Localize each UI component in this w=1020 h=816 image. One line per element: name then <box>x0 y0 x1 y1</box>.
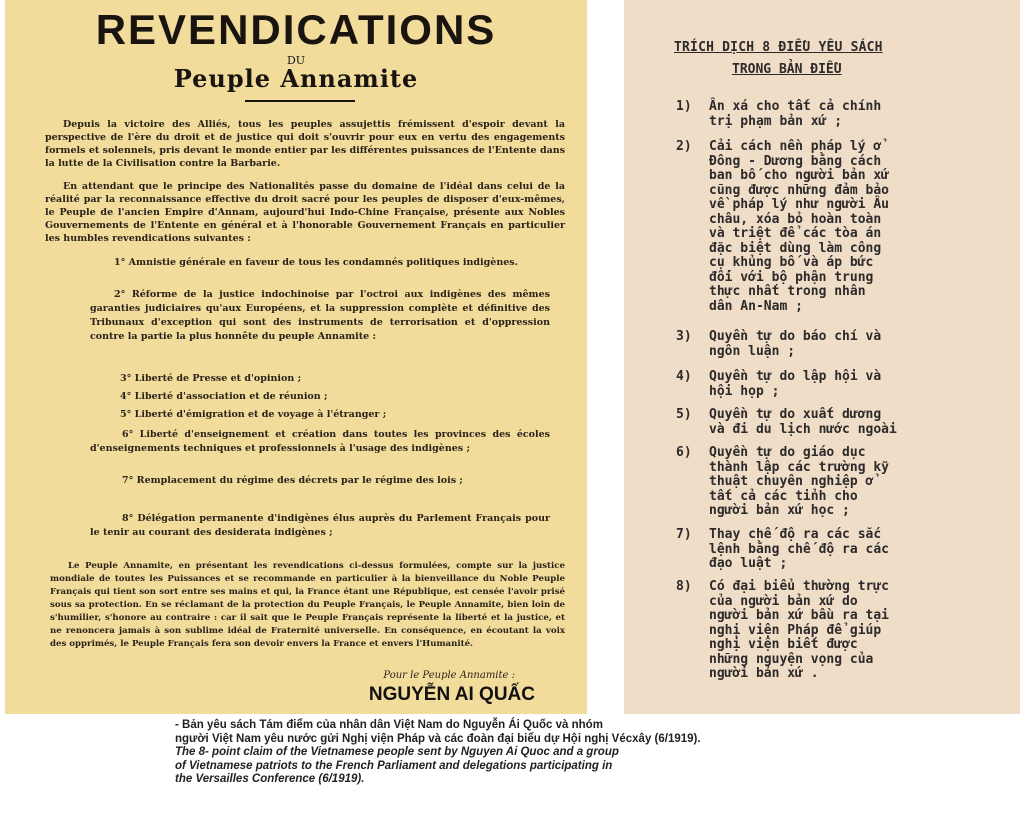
french-item-4: 4° Liberté d'association et de réunion ; <box>120 391 328 402</box>
item-text: Quyền tự do giáo dục thành lập các trường kỹ thuật chuyên nghiệp ở tất cả các tỉnh cho người bản xứ học ; <box>709 445 890 518</box>
french-document <box>5 0 587 714</box>
document-title: REVENDICATIONS <box>95 6 497 53</box>
french-item-7: 7° Remplacement du régime des décrets par le régime des lois ; <box>122 475 463 486</box>
item-text: Ân xá cho tất cả chính trị phạm bản xứ ; <box>709 99 882 129</box>
item-text: Quyền tự do báo chí và ngôn luận ; <box>709 329 882 359</box>
french-item-6: 6° Liberté d'enseignement et création dans toutes les provinces des écoles d'enseignements techniques et professionnels à l'usage des indigènes ; <box>90 429 550 454</box>
document-title-du: DU <box>286 54 306 67</box>
translation-heading: TRÍCH DỊCH 8 ĐIỀU YÊU SÁCH <box>674 40 883 55</box>
item-number: 5) <box>676 407 692 422</box>
item-number: 7) <box>676 527 692 542</box>
french-item-2: 2° Réforme de la justice indochinoise par l'octroi aux indigènes des mêmes garanties judiciaires qu'aux Européens, et la suppression complète et définitive des Tribunaux d'exception qui sont des instruments de terrorisation et d'oppression contre la partie la plus honnête du peuple Annamite : <box>90 289 550 342</box>
image-caption <box>175 719 975 787</box>
document-subtitle: Peuple Annamite <box>173 64 419 93</box>
item-number: 2) <box>676 139 692 154</box>
caption-vietnamese: - Bản yêu sách Tám điểm của nhân dân Việt Nam do Nguyễn Ái Quốc và nhóm người Việt Nam yêu nước gửi Nghị viện Pháp và các đoàn đại biểu dự Hội nghị Vécxây (6/1919). <box>175 719 701 745</box>
item-number: 6) <box>676 445 692 460</box>
item-number: 4) <box>676 369 692 384</box>
french-closing-paragraph: Le Peuple Annamite, en présentant les revendications ci-dessus formulées, compte sur la justice mondiale de toutes les Puissances et se recommande en particulier à la bienveillance du Noble Peuple Français qui tient son sort entre ses mains et qui, la France étant une République, est censée l'avoir prisé sous sa protection. En se réclamant de la protection du Peuple Français, le Peuple Annamite, bien loin de s'humilier, s'honore au contraire : car il sait que le Peuple Français représente la liberté et la justice, et ne renoncera jamais à son sublime idéal de Fraternité universelle. En conséquence, en écoutant la voix des opprimés, le Peuple Français fera son devoir envers la France et envers l'Humanité. <box>50 561 565 649</box>
translation-subheading: TRONG BẢN ĐIỀU <box>732 62 842 77</box>
signature-name: NGUYỄN AI QUẤC <box>368 684 535 705</box>
french-item-3: 3° Liberté de Presse et d'opinion ; <box>120 373 302 384</box>
item-text: Thay chế độ ra các sắc lệnh bằng chế độ ra các đạo luật ; <box>709 527 890 571</box>
vietnamese-translation <box>624 0 1020 714</box>
french-item-8: 8° Délégation permanente d'indigènes élus auprès du Parlement Français pour le tenir au courant des desiderata indigènes ; <box>90 513 550 538</box>
french-item-1: 1° Amnistie générale en faveur de tous les condamnés politiques indigènes. <box>114 257 518 268</box>
signature-preface: Pour le Peuple Annamite : <box>383 670 515 681</box>
item-text: Quyền tự do lập hội và hội họp ; <box>709 369 882 399</box>
title-divider <box>245 100 355 102</box>
item-number: 1) <box>676 99 692 114</box>
french-item-5: 5° Liberté d'émigration et de voyage à l'étranger ; <box>120 409 387 420</box>
item-text: Cải cách nền pháp lý ở Đông - Dương bằng cách ban bố cho người bản xứ cũng được những đảm bảo về pháp lý như người Âu châu, xóa bỏ hoàn toàn và triệt để các tòa án đặc biệt dùng làm công cụ khủng bố và áp bức đối với bộ phận trung thực nhất trong nhân dân An-Nam ; <box>709 139 890 314</box>
item-text: Quyền tự do xuất dương và đi du lịch nước ngoài <box>709 407 897 437</box>
french-paragraph-2: En attendant que le principe des Nationalités passe du domaine de l'idéal dans celui de la réalité par la reconnaissance effective du droit sacré pour les peuples de disposer d'eux-mêmes, le Peuple de l'ancien Empire d'Annam, aujourd'hui Indo-Chine Française, présente aux Nobles Gouvernements de l'Entente en général et à l'honorable Gouvernement Français en particulier les humbles revendications suivantes : <box>45 181 565 244</box>
caption-english: The 8- point claim of the Vietnamese people sent by Nguyen Ai Quoc and a group of Vietnamese patriots to the French Parliament and delegations participating in the Versailles Conference (6/1919). <box>175 746 619 786</box>
french-paragraph-1: Depuis la victoire des Alliés, tous les peuples assujettis frémissent d'espoir devant la perspective de l'ère du droit et de justice qui doit s'ouvrir pour eux en vertu des engagements formels et solennels, pris devant le monde entier par les différentes puissances de l'Entente dans la lutte de la Civilisation contre la Barbarie. <box>45 119 565 169</box>
item-number: 8) <box>676 579 692 594</box>
item-number: 3) <box>676 329 692 344</box>
item-text: Có đại biểu thường trực của người bản xứ do người bản xứ bầu ra tại nghị viện Pháp để giúp nghị viện biết được những nguyện vọng của người bản xứ . <box>709 579 890 681</box>
